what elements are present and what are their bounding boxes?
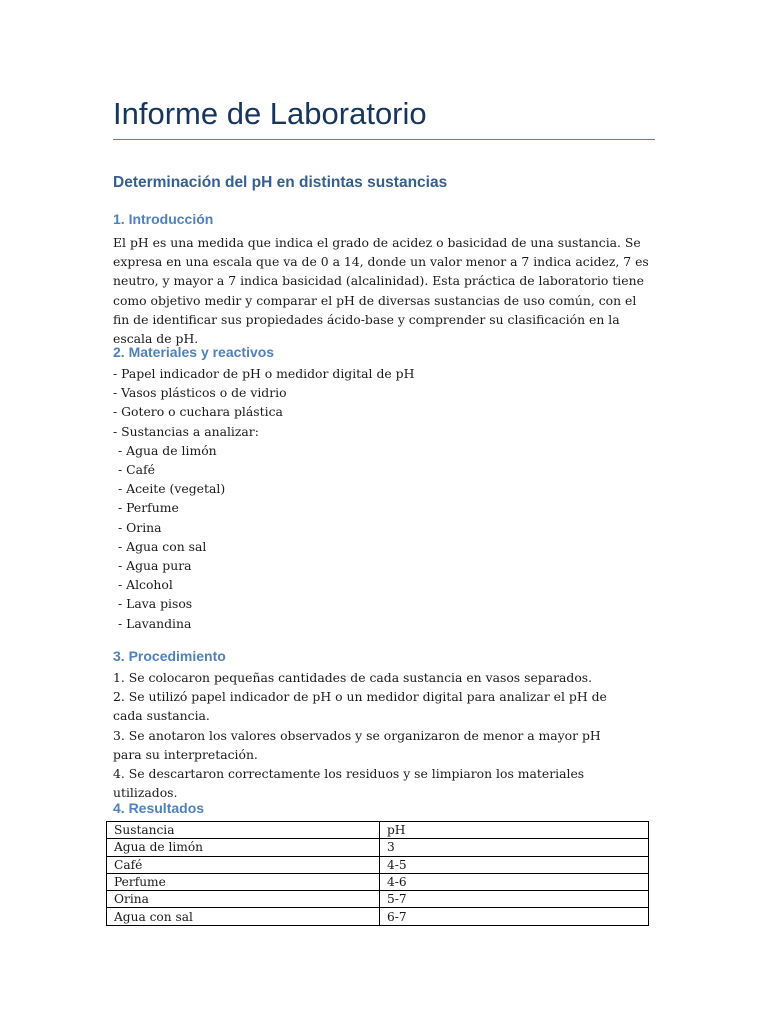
substance-item: - Lava pisos bbox=[118, 596, 193, 612]
ph-cell: 6-7 bbox=[380, 908, 649, 925]
ph-cell: 3 bbox=[380, 839, 649, 856]
substance-cell: Café bbox=[107, 856, 380, 873]
materials-item: - Vasos plásticos o de vidrio bbox=[113, 385, 287, 401]
ph-cell: 4-5 bbox=[380, 856, 649, 873]
ph-cell: 4-6 bbox=[380, 873, 649, 890]
results-table bbox=[106, 821, 649, 926]
substance-cell: Perfume bbox=[107, 873, 380, 890]
column-header-ph: pH bbox=[380, 822, 649, 839]
substance-item: - Agua pura bbox=[118, 558, 192, 574]
materials-heading: 2. Materiales y reactivos bbox=[113, 344, 275, 360]
table-row bbox=[107, 856, 649, 873]
procedure-step: 4. Se descartaron correctamente los residuos y se limpiaron los materiales utilizados. bbox=[113, 766, 585, 801]
substance-item: - Aceite (vegetal) bbox=[118, 481, 226, 497]
procedure-heading: 3. Procedimiento bbox=[113, 648, 226, 664]
procedure-step: 2. Se utilizó papel indicador de pH o un medidor digital para analizar el pH de cada sustancia. bbox=[113, 689, 607, 724]
table-header-row bbox=[107, 822, 649, 839]
procedure-step: 3. Se anotaron los valores observados y se organizaron de menor a mayor pH para su interpretación. bbox=[113, 727, 601, 762]
substance-item: - Agua con sal bbox=[118, 538, 207, 554]
table-row bbox=[107, 891, 649, 908]
document-subtitle: Determinación del pH en distintas sustancias bbox=[113, 174, 448, 191]
materials-item: - Sustancias a analizar: bbox=[113, 423, 259, 439]
substance-item: - Orina bbox=[118, 519, 162, 535]
procedure-steps bbox=[113, 668, 613, 802]
materials-item: - Papel indicador de pH o medidor digital de pH bbox=[113, 366, 415, 381]
table-row bbox=[107, 839, 649, 856]
introduction-paragraph: El pH es una medida que indica el grado de acidez o basicidad de una sustancia. Se expresa en una escala que va de 0 a 14, donde un valor menor a 7 indica acidez, 7 es neutro, y mayor a 7 indica basicidad (alcalinidad). Esta práctica de laboratorio tiene como objetivo medir y comparar el pH de diversas sustancias de uso común, con el fin de identificar sus propiedades ácido-base y comprender su clasificación en la escala de pH. bbox=[113, 235, 649, 347]
procedure-step: 1. Se colocaron pequeñas cantidades de cada sustancia en vasos separados. bbox=[113, 670, 593, 685]
column-header-substance: Sustancia bbox=[107, 822, 380, 839]
substance-cell: Agua de limón bbox=[107, 839, 380, 856]
ph-cell: 5-7 bbox=[380, 891, 649, 908]
title-divider bbox=[113, 139, 655, 140]
substance-cell: Agua con sal bbox=[107, 908, 380, 925]
substance-item: - Lavandina bbox=[118, 615, 192, 631]
substance-item: - Agua de limón bbox=[118, 442, 217, 458]
substance-item: - Café bbox=[118, 462, 155, 478]
substance-item: - Alcohol bbox=[118, 577, 173, 593]
materials-item: - Gotero o cuchara plástica bbox=[113, 404, 283, 420]
table-row bbox=[107, 873, 649, 890]
substance-item: - Perfume bbox=[118, 500, 179, 516]
substance-cell: Orina bbox=[107, 891, 380, 908]
table-row bbox=[107, 908, 649, 925]
introduction-heading: 1. Introducción bbox=[113, 211, 214, 227]
materials-list bbox=[113, 364, 414, 633]
results-heading: 4. Resultados bbox=[113, 800, 205, 816]
document-title: Informe de Laboratorio bbox=[113, 96, 427, 131]
